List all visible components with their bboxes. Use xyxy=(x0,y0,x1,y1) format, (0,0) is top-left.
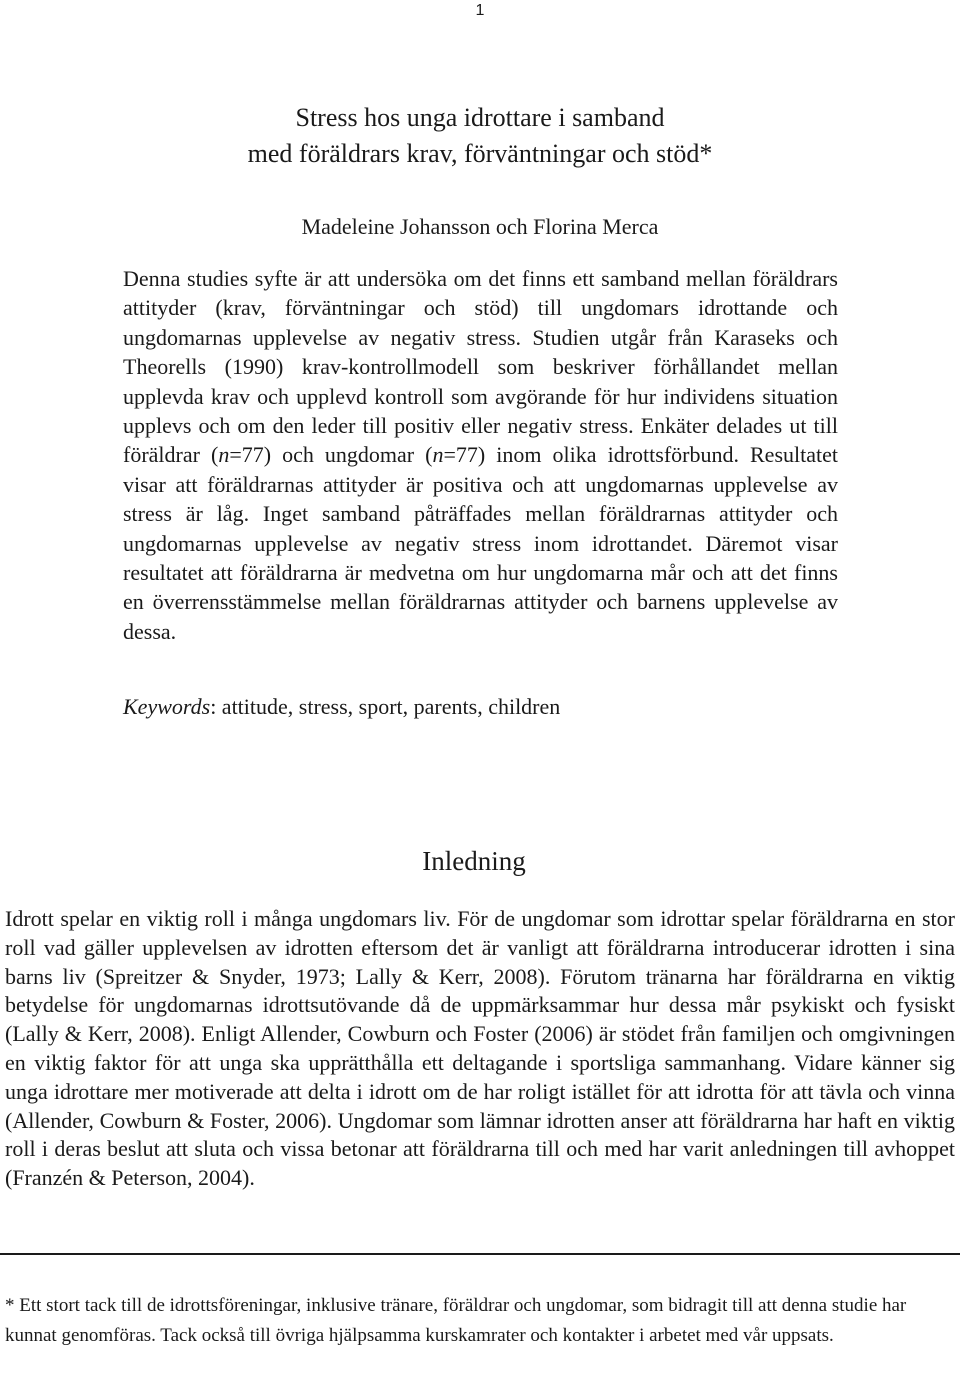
author-list: Madeleine Johansson och Florina Merca xyxy=(301,214,659,239)
footnote: * Ett stort tack till de idrottsföreningar, inklusive tränare, föräldrar och ungdomar, som bidragit till att denna studie har kunnat genomföras. Tack också till övriga hjälpsamma kurskamrater och kontakter i arbetet med vår uppsats. xyxy=(5,1295,907,1346)
keywords-list: : attitude, stress, sport, parents, children xyxy=(210,694,561,719)
abstract-text-2: =77) och ungdomar ( xyxy=(229,442,433,468)
section-heading: Inledning xyxy=(422,846,526,876)
abstract xyxy=(123,264,838,646)
paper-title xyxy=(0,100,960,172)
keywords-label: Keywords xyxy=(123,694,211,719)
title-line-2: med föräldrars krav, förväntningar och stöd* xyxy=(247,139,713,168)
sample-size-symbol: n xyxy=(218,442,230,468)
page-number: 1 xyxy=(475,2,485,19)
body-paragraph: Idrott spelar en viktig roll i många ungdomars liv. För de ungdomar som idrottar spelar föräldrarna en stor roll vad gäller upplevelsen av idrotten eftersom det är vanligt att föräldrarna introducerar idrotten i sina barns liv (Spreitzer & Snyder, 1973; Lally & Kerr, 2008). Förutom tränarna har föräldrarna en viktig betydelse för ungdomarnas idrottsutövande då de uppmärksammar hur dessa mår psykiskt och fysiskt (Lally & Kerr, 2008). Enligt Allender, Cowburn och Foster (2006) är stödet från familjen och omgivningen en viktig faktor för att unga ska upprätthålla ett deltagande i sportsliga sammanhang. Vidare känner sig unga idrottare mer motiverade att delta i idrott om de har roligt istället för att idrotta för att tävla och vinna (Allender, Cowburn & Foster, 2006). Ungdomar som lämnar idrotten anser att föräldrarna har haft en viktig roll i deras beslut att sluta och vissa betonar att föräldrarna till och med har varit anledningen till avhoppet (Franzén & Peterson, 2004). xyxy=(5,906,955,1191)
abstract-text-1: Denna studies syfte är att undersöka om det finns ett samband mellan föräldrars attityder (krav, förväntningar och stöd) till ungdomars idrottande och ungdomarnas upplevelse av negativ stress. Studien utgår från Karaseks och Theorells (1990) krav-kontrollmodell som beskriver förhållandet mellan upplevda krav och upplevd kontroll som avgörande för hur individens situation upplevs och om den leder till positiv eller negativ stress. Enkäter delades ut till föräldrar ( xyxy=(123,266,838,468)
footnote-divider xyxy=(0,1253,960,1255)
title-line-1: Stress hos unga idrottare i samband xyxy=(295,103,665,132)
abstract-text-3: =77) inom olika idrottsförbund. Resultatet visar att föräldrarnas attityder är positiva och att ungdomarnas upplevelse av stress är låg. Inget samband påträffades mellan föräldrarnas attityder och ungdomarnas upplevelse av negativ stress inom idrottandet. Däremot visar resultatet att föräldrarna är medvetna om hur ungdomarna mår och att det finns en överrensstämmelse mellan föräldrarnas attityder och barnens upplevelse av dessa. xyxy=(123,442,838,644)
keywords xyxy=(123,692,838,722)
sample-size-symbol: n xyxy=(432,442,444,468)
